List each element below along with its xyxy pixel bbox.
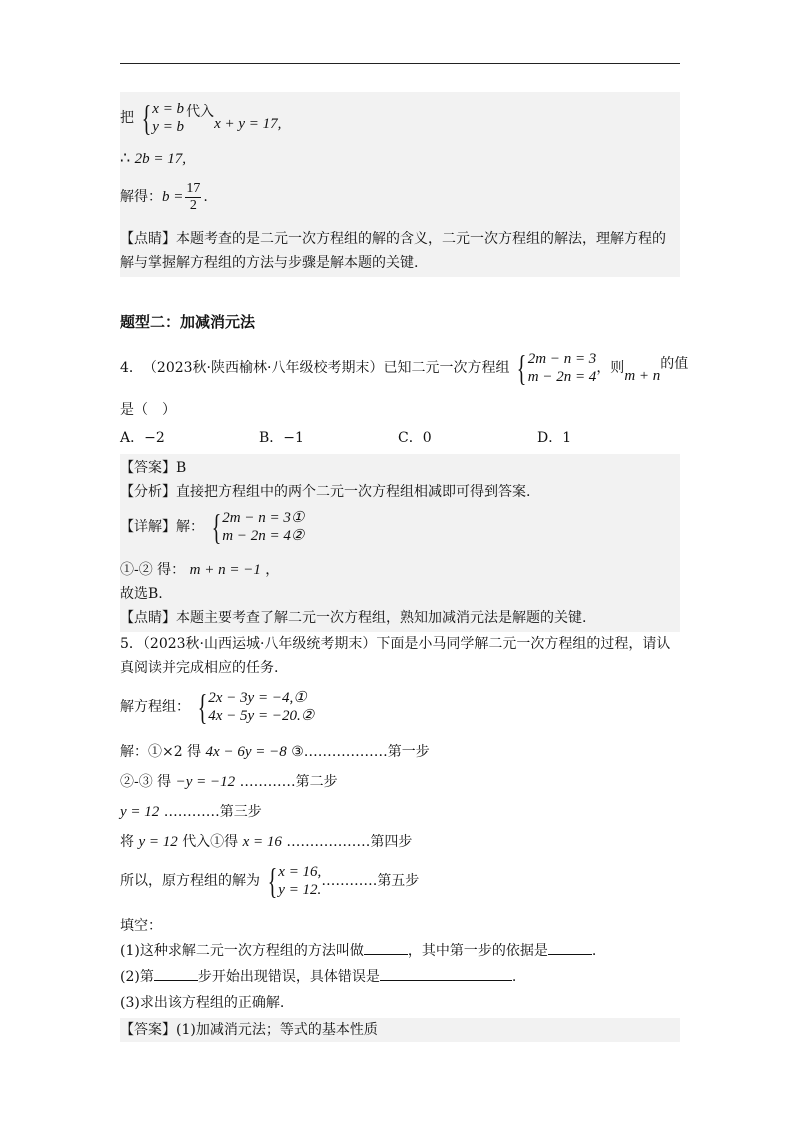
- q5-task2-text-c: .: [511, 969, 517, 985]
- q5-system-line: [120, 684, 680, 730]
- q5-step-3: [120, 800, 680, 824]
- q4-step-end: ，: [265, 562, 280, 578]
- q4-choose: 故选B.: [120, 586, 163, 602]
- q4-options: [120, 428, 680, 448]
- document-body: [120, 92, 689, 1042]
- fraction-denominator: 2: [189, 197, 197, 213]
- section-heading: 题型二：加减消元法: [120, 313, 256, 331]
- q5-step5-system: [260, 861, 321, 901]
- q5-task-3: (3)求出该方程组的正确解.: [120, 995, 285, 1011]
- q5-task2-number: (2): [120, 969, 140, 985]
- q5-step1-prefix: 解：①×2 得: [120, 744, 202, 760]
- q5-step5-suffix: …………第五步: [321, 873, 420, 889]
- q4-target: m + n: [624, 368, 661, 384]
- substitution-mid: 代入: [186, 104, 215, 120]
- q5-step1-suffix: ③………………第一步: [291, 744, 430, 760]
- q4-analysis: 【分析】直接把方程组中的两个二元一次方程组相减即可得到答案.: [120, 484, 531, 500]
- q5-eq2: 4x − 5y = −20.②: [208, 708, 315, 724]
- system-row-x: x = b: [152, 101, 185, 117]
- q5-step5-y: y = 12.: [278, 882, 322, 898]
- q5-task2-text-a: 第: [139, 969, 154, 985]
- q5-fill-label: 填空：: [120, 918, 162, 934]
- q4-answer: 【答案】B: [120, 460, 187, 476]
- question-5: [120, 632, 680, 1042]
- q5-stem-line-1: 5．（2023秋·山西运城·八年级统考期末）下面是小马同学解二元一次方程组的过程，请认: [120, 636, 671, 652]
- q5-task-1: [120, 938, 680, 964]
- q4-step-line: [120, 558, 680, 582]
- q4-number: 4．: [120, 360, 143, 376]
- fraction-17-over-2: [185, 181, 201, 214]
- q4-solution-block: [120, 454, 680, 632]
- q4-ask1: ，则: [596, 360, 625, 376]
- q5-task1-text-b: ，其中第一步的依据是: [407, 943, 548, 959]
- q5-step5-prefix: 所以，原方程组的解为: [120, 873, 260, 889]
- q4-detail-eq2: m − 2n = 4②: [222, 528, 305, 544]
- q5-step-1: [120, 740, 680, 764]
- previous-solution-block: [120, 92, 680, 277]
- substitution-equation: x + y = 17,: [214, 116, 282, 132]
- q4-eq1: 2m − n = 3: [527, 351, 597, 367]
- fraction-numerator: 17: [186, 180, 201, 196]
- q5-step-4: [120, 830, 680, 854]
- q5-step4-equation-x: x = 16: [242, 834, 282, 850]
- q5-step4-mid: 代入①得: [182, 834, 239, 850]
- solve-end: .: [203, 189, 208, 205]
- q4-option-a: A．−2: [120, 430, 165, 446]
- q4-source: （2023秋·陕西榆林·八年级校考期末）已知二元一次方程组: [142, 360, 510, 376]
- substitution-line: [120, 96, 680, 140]
- therefore-line: [120, 148, 680, 169]
- question-4: [120, 344, 689, 632]
- q4-dianjing: 【点睛】本题主要考查了解二元一次方程组，熟知加减消元法是解题的关键.: [120, 610, 587, 626]
- dianjing-line-1: 【点睛】本题考查的是二元一次方程组的解的含义，二元一次方程组的解法，理解方程的: [120, 231, 666, 247]
- dianjing-line-2: 解与掌握解方程组的方法与步骤是解本题的关键.: [120, 255, 419, 271]
- substitution-system: [134, 98, 184, 138]
- q5-step2-prefix: ②-③ 得: [120, 774, 172, 790]
- q4-detail-eq1: 2m − n = 3①: [222, 510, 305, 526]
- left-brace: {: [517, 348, 527, 388]
- q5-step2-suffix: …………第二步: [239, 774, 338, 790]
- q5-task1-text-c: .: [591, 943, 597, 959]
- solve-prefix: 解得：: [120, 189, 162, 205]
- q4-step-equation: m + n = −1: [189, 562, 261, 578]
- q5-task1-text-a: 这种求解二元一次方程组的方法叫做: [139, 943, 364, 959]
- q5-step1-equation: 4x − 6y = −8: [205, 744, 287, 760]
- solve-b: b =: [162, 189, 184, 205]
- q5-stem-line-2: 真阅读并完成相应的任务.: [120, 660, 279, 676]
- q4-detail-prefix: 【详解】解：: [120, 519, 204, 535]
- left-brace: {: [211, 507, 222, 547]
- q5-step-2: [120, 770, 680, 794]
- q4-option-d: D．1: [537, 430, 572, 446]
- q5-step4-prefix: 将: [120, 834, 134, 850]
- q4-option-b: B．−1: [259, 430, 304, 446]
- q5-system: [190, 687, 314, 727]
- q4-option-c: C．0: [398, 430, 432, 446]
- left-brace: {: [141, 98, 152, 138]
- q5-eq1: 2x − 3y = −4,①: [208, 690, 307, 706]
- q5-solve-label: 解方程组：: [120, 699, 190, 715]
- equation-2b: 2b = 17,: [134, 151, 187, 167]
- q4-stem-line-2: 是（ ）: [120, 402, 176, 418]
- q4-eq2: m − 2n = 4: [527, 369, 597, 385]
- system-row-y: y = b: [152, 119, 185, 135]
- q5-task1-blank-2[interactable]: [548, 940, 592, 955]
- substitution-prefix: 把: [120, 110, 134, 126]
- q5-task1-blank-1[interactable]: [364, 940, 408, 955]
- q5-step3-suffix: …………第三步: [163, 804, 262, 820]
- left-brace: {: [267, 861, 278, 901]
- q5-task2-blank-1[interactable]: [154, 966, 198, 981]
- q5-task1-number: (1): [120, 943, 140, 959]
- q5-task2-blank-2[interactable]: [380, 966, 512, 981]
- header-rule: [120, 63, 680, 64]
- q5-step3-equation: y = 12: [120, 804, 160, 820]
- q5-step4-suffix: ………………第四步: [286, 834, 413, 850]
- q5-task-2: [120, 964, 680, 990]
- therefore-symbol: ∴: [120, 148, 131, 167]
- q5-step-5: [120, 858, 680, 904]
- q5-task2-text-b: 步开始出现错误，具体错误是: [197, 969, 380, 985]
- q5-step4-equation-y: y = 12: [138, 834, 178, 850]
- q5-step5-x: x = 16,: [278, 864, 322, 880]
- q4-system: [509, 348, 596, 388]
- left-brace: {: [197, 687, 208, 727]
- q5-answer: 【答案】(1)加减消元法；等式的基本性质: [120, 1018, 680, 1042]
- q4-detail-system: [204, 507, 304, 547]
- q4-stem-line: [120, 344, 689, 392]
- solve-line: [120, 175, 680, 219]
- q4-step-prefix: ①-② 得：: [120, 562, 186, 578]
- q5-step2-equation: −y = −12: [175, 774, 236, 790]
- q4-detail-line: [120, 504, 680, 550]
- q4-ask2: 的值: [660, 356, 689, 372]
